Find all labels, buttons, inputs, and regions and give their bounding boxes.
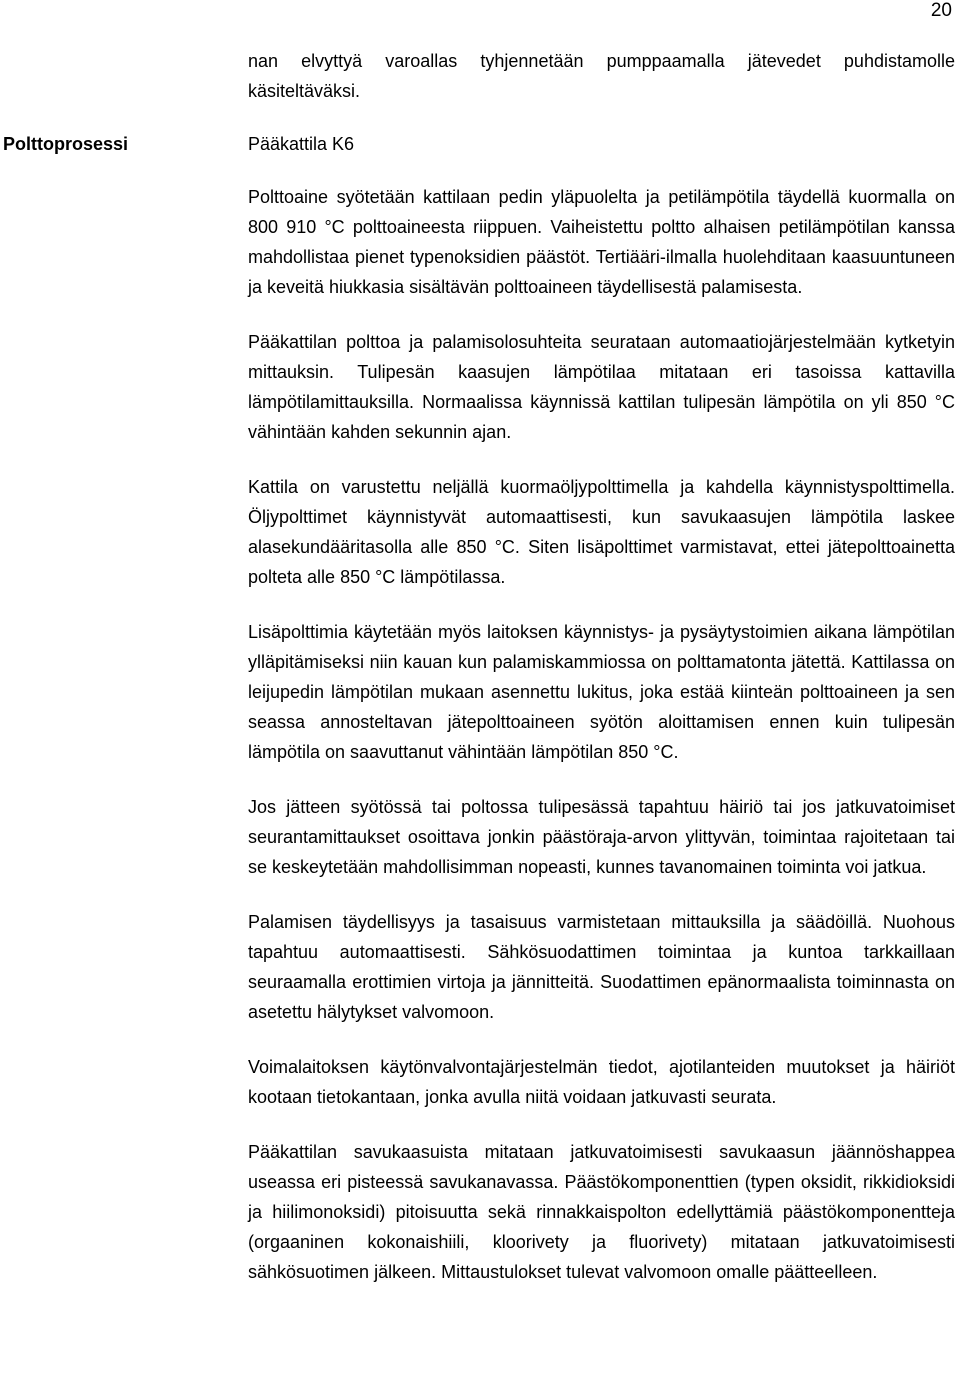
paragraph-burners: Kattila on varustettu neljällä kuormaöljypolttimella ja kahdella käynnistyspolttimella. Öljypolttimet käynnistyvät automaattisesti, kun savukaasujen lämpötila laskee alasekundääritasolla alle 850 °C. Siten lisäpolttimet varmistavat, ettei jätepolttoainetta polteta alle 850 °C lämpötilassa.	[248, 477, 955, 587]
paragraph-disturbances: Jos jätteen syötössä tai poltossa tulipesässä tapahtuu häiriö tai jos jatkuvatoimiset seurantamittaukset osoittava jonkin päästöraja-arvon ylittyvän, toimintaa rajoitetaan tai se keskeytetään mahdollisimman nopeasti, kunnes tavanomainen toiminta voi jatkua.	[248, 797, 955, 877]
body-text	[248, 46, 955, 1312]
paragraph-continuation: nan elvyttyä varoallas tyhjennetään pumppaamalla jätevedet puhdistamolle käsiteltäväksi.	[248, 51, 955, 101]
paragraph-monitoring: Pääkattilan polttoa ja palamisolosuhteita seurataan automaatiojärjestelmään kytketyin mittauksin. Tulipesän kaasujen lämpötilaa mitataan eri tasoissa kattavilla lämpötilamittauksilla. Normaalissa käynnissä kattilan tulipesän lämpötila on yli 850 °C vähintään kahden sekunnin ajan.	[248, 332, 955, 442]
paragraph-auxiliary-burners: Lisäpolttimia käytetään myös laitoksen käynnistys- ja pysäytystoimien aikana lämpötilan ylläpitämiseksi niin kauan kun palamiskammiossa on polttamatonta jätettä. Kattilassa on leijupedin lämpötilan mukaan asennettu lukitus, joka estää kiinteän polttoaineen ja sen seassa annosteltavan jätepolttoaineen syötön aloittamisen ennen kuin tulipesän lämpötila on saavuttanut vähintään lämpötilan 850 °C.	[248, 622, 955, 762]
section-heading: Polttoprosessi	[3, 134, 129, 154]
paragraph-database: Voimalaitoksen käytönvalvontajärjestelmän tiedot, ajotilanteiden muutokset ja häiriöt kootaan tietokantaan, jonka avulla niitä voidaan jatkuvasti seurata.	[248, 1057, 955, 1107]
paragraph-fuel-feed: Polttoaine syötetään kattilaan pedin yläpuolelta ja petilämpötila täydellä kuormalla on 800 910 °C polttoaineesta riippuen. Vaiheistettu poltto alhaisen petilämpötilan kanssa mahdollistaa pienet typenoksidien päästöt. Tertiääri-ilmalla huolehditaan kaasuuntuneen ja keveitä hiukkasia sisältävän polttoaineen täydellisestä palamisesta.	[248, 187, 955, 297]
subsection-title: Pääkattila K6	[248, 134, 355, 154]
page-number: 20	[930, 0, 952, 21]
paragraph-flue-gas-measurement: Pääkattilan savukaasuista mitataan jatkuvatoimisesti savukaasun jäännöshappea useassa eri pisteessä savukanavassa. Päästökomponenttien (typen oksidit, rikkidioksidi ja hiilimonoksidi) pitoisuutta sekä rinnakkaispolton edellyttämiä päästökomponentteja (orgaaninen kokonaishiili, kloorivety ja fluorivety) mitataan jatkuvatoimisesti sähkösuotimen jälkeen. Mittaustulokset tulevat valvomoon omalle päätteelleen.	[248, 1142, 955, 1282]
paragraph-combustion-control: Palamisen täydellisyys ja tasaisuus varmistetaan mittauksilla ja säädöillä. Nuohous tapahtuu automaattisesti. Sähkösuodattimen toimintaa ja kuntoa tarkkaillaan seuraamalla erottimien virtoja ja jännitteitä. Suodattimen epänormaalista toiminnasta on asetettu hälytykset valvomoon.	[248, 912, 955, 1022]
